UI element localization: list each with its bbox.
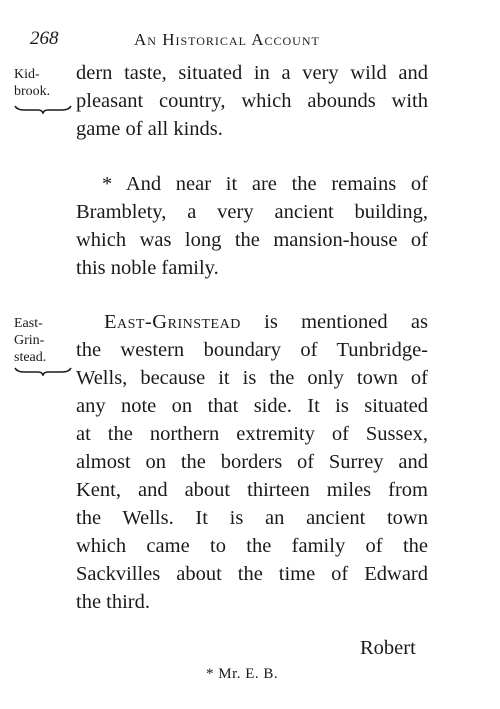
text-line: almost on the borders of Surrey and bbox=[76, 451, 428, 473]
margin-note-line: Grin- bbox=[14, 333, 45, 348]
text-line: Kent, and about thirteen miles from bbox=[76, 479, 428, 501]
margin-note-line: East- bbox=[14, 316, 43, 331]
text-line: Bramblety, a very ancient building, bbox=[76, 201, 428, 223]
text-line: which came to the family of the bbox=[76, 535, 428, 557]
text-line: * And near it are the remains of bbox=[102, 173, 428, 195]
catchword: Robert bbox=[360, 637, 416, 659]
text-line: Sackvilles about the time of Edward bbox=[76, 563, 428, 585]
page-number: 268 bbox=[30, 28, 59, 49]
text-line: game of all kinds. bbox=[76, 118, 223, 140]
place-name: East-Grinstead bbox=[104, 311, 241, 333]
page-header bbox=[30, 28, 430, 52]
text-span: is mentioned as bbox=[240, 311, 428, 333]
margin-note-line: stead. bbox=[14, 350, 47, 365]
text-line: Wells, because it is the only town of bbox=[76, 367, 428, 389]
text-line: the third. bbox=[76, 591, 151, 613]
text-line: pleasant country, which abounds with bbox=[76, 90, 428, 112]
margin-note-line: Kid- bbox=[14, 67, 40, 82]
running-head: An Historical Account bbox=[134, 30, 320, 49]
margin-brace bbox=[14, 104, 72, 114]
text-line: which was long the mansion-house of bbox=[76, 229, 428, 251]
text-line: dern taste, situated in a very wild and bbox=[76, 62, 428, 84]
margin-brace bbox=[14, 366, 72, 376]
margin-note-kidbrook bbox=[14, 66, 50, 100]
text-line: this noble family. bbox=[76, 257, 219, 279]
text-line: at the northern extremity of Sussex, bbox=[76, 423, 428, 445]
text-line bbox=[104, 310, 428, 334]
margin-note-eastgrinstead bbox=[14, 315, 46, 366]
text-line: the Wells. It is an ancient town bbox=[76, 507, 428, 529]
footnote: * Mr. E. B. bbox=[206, 666, 279, 682]
text-line: the western boundary of Tunbridge- bbox=[76, 339, 428, 361]
margin-note-line: brook. bbox=[14, 84, 51, 99]
text-line: any note on that side. It is situated bbox=[76, 395, 428, 417]
